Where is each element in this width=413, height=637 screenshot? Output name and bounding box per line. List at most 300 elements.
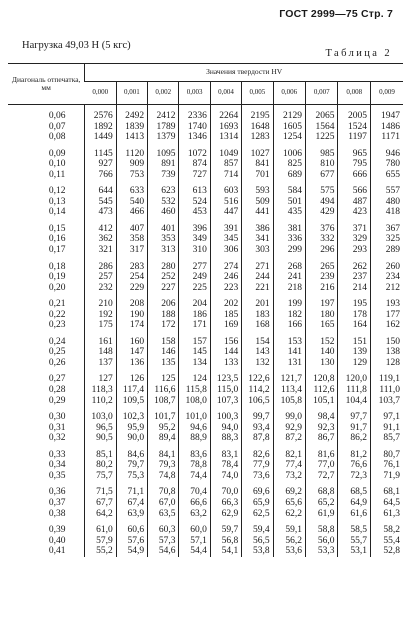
hardness-cell: 277 bbox=[179, 256, 210, 273]
hardness-cell: 73,2 bbox=[273, 471, 305, 482]
hardness-cell: 2492 bbox=[116, 105, 147, 122]
hardness-cell: 107,3 bbox=[210, 396, 241, 407]
hardness-cell: 101,7 bbox=[148, 406, 179, 423]
hardness-cell: 71,1 bbox=[116, 481, 147, 498]
hardness-cell: 135 bbox=[148, 358, 179, 369]
hardness-cell: 1145 bbox=[85, 143, 116, 160]
hardness-cell: 117,4 bbox=[116, 385, 147, 396]
hardness-cell: 946 bbox=[370, 143, 403, 160]
hardness-cell: 557 bbox=[370, 180, 403, 197]
diagonal-cell: 0,36 bbox=[48, 487, 66, 498]
table-row bbox=[8, 197, 403, 208]
hardness-cell: 509 bbox=[242, 197, 273, 208]
hardness-cell: 54,6 bbox=[148, 546, 179, 557]
hardness-cell: 239 bbox=[306, 272, 338, 283]
hardness-cell: 2129 bbox=[273, 105, 305, 122]
hardness-cell: 1171 bbox=[370, 132, 403, 143]
hardness-cell: 221 bbox=[242, 283, 273, 294]
hardness-cell: 145 bbox=[179, 347, 210, 358]
hardness-cell: 225 bbox=[179, 283, 210, 294]
hardness-cell: 65,9 bbox=[242, 498, 273, 509]
hardness-cell: 53,6 bbox=[273, 546, 305, 557]
hardness-cell: 111,0 bbox=[370, 385, 403, 396]
diagonal-cell: 0,19 bbox=[48, 272, 66, 283]
table-row bbox=[8, 358, 403, 369]
hardness-cell: 252 bbox=[148, 272, 179, 283]
hardness-cell: 795 bbox=[338, 159, 370, 170]
hardness-cell: 63,2 bbox=[179, 509, 210, 520]
hardness-cell: 584 bbox=[273, 180, 305, 197]
hardness-cell: 766 bbox=[85, 170, 116, 181]
hardness-cell: 249 bbox=[179, 272, 210, 283]
hardness-cell: 727 bbox=[179, 170, 210, 181]
hardness-cell: 1605 bbox=[273, 122, 305, 133]
table-row bbox=[8, 293, 403, 310]
hardness-cell: 106,5 bbox=[242, 396, 273, 407]
diagonal-cell: 0,22 bbox=[48, 309, 66, 320]
hardness-cell: 108,0 bbox=[179, 396, 210, 407]
hardness-cell: 57,1 bbox=[179, 536, 210, 547]
hardness-cell: 494 bbox=[306, 197, 338, 208]
hardness-cell: 603 bbox=[210, 180, 241, 197]
diagonal-cell: 0,31 bbox=[48, 422, 66, 433]
hardness-cell: 2065 bbox=[306, 105, 338, 122]
diagonal-cell: 0,16 bbox=[48, 234, 66, 245]
hardness-cell: 195 bbox=[338, 293, 370, 310]
hardness-cell: 115,8 bbox=[179, 385, 210, 396]
hardness-cell: 182 bbox=[273, 310, 305, 321]
hardness-cell: 183 bbox=[242, 310, 273, 321]
hardness-cell: 65,2 bbox=[306, 498, 338, 509]
hardness-cell: 321 bbox=[85, 245, 116, 256]
hardness-cell: 70,4 bbox=[179, 481, 210, 498]
hardness-cell: 909 bbox=[116, 159, 147, 170]
hardness-cell: 841 bbox=[242, 159, 273, 170]
table-row bbox=[8, 218, 403, 235]
table-row bbox=[8, 444, 403, 461]
hardness-cell: 101,0 bbox=[179, 406, 210, 423]
hardness-cell: 78,4 bbox=[210, 460, 241, 471]
hardness-cell: 2005 bbox=[338, 105, 370, 122]
header-row-group bbox=[8, 64, 403, 82]
hardness-cell: 341 bbox=[242, 234, 273, 245]
hardness-cell: 1648 bbox=[242, 122, 273, 133]
hardness-cell: 237 bbox=[338, 272, 370, 283]
hardness-cell: 100,3 bbox=[210, 406, 241, 423]
hardness-cell: 79,7 bbox=[116, 460, 147, 471]
hardness-cell: 160 bbox=[116, 331, 147, 348]
hardness-cell: 67,4 bbox=[116, 498, 147, 509]
hardness-cell: 223 bbox=[210, 283, 241, 294]
hardness-cell: 1197 bbox=[338, 132, 370, 143]
hardness-cell: 381 bbox=[273, 218, 305, 235]
hardness-cell: 306 bbox=[210, 245, 241, 256]
table-row bbox=[8, 105, 403, 122]
hardness-cell: 2412 bbox=[148, 105, 179, 122]
hardness-cell: 80,2 bbox=[85, 460, 116, 471]
table-row bbox=[8, 396, 403, 407]
diagonal-cell: 0,38 bbox=[48, 508, 66, 519]
hardness-cell: 613 bbox=[179, 180, 210, 197]
hardness-cell: 262 bbox=[338, 256, 370, 273]
hardness-cell: 161 bbox=[85, 331, 116, 348]
column-header: 0,009 bbox=[370, 82, 403, 105]
hardness-cell: 74,4 bbox=[179, 471, 210, 482]
table-row bbox=[8, 180, 403, 197]
hardness-cell: 118,3 bbox=[85, 385, 116, 396]
diagonal-cell: 0,24 bbox=[48, 336, 66, 347]
hardness-cell: 677 bbox=[306, 170, 338, 181]
hardness-cell: 202 bbox=[210, 293, 241, 310]
hardness-cell: 68,8 bbox=[306, 481, 338, 498]
diagonal-cell: 0,33 bbox=[48, 449, 66, 460]
hardness-cell: 62,2 bbox=[273, 509, 305, 520]
hardness-table bbox=[8, 63, 403, 557]
hardness-cell: 229 bbox=[116, 283, 147, 294]
hardness-cell: 85,7 bbox=[370, 433, 403, 444]
hardness-cell: 74,8 bbox=[148, 471, 179, 482]
hardness-cell: 61,9 bbox=[306, 509, 338, 520]
hardness-cell: 1413 bbox=[116, 132, 147, 143]
hardness-cell: 175 bbox=[85, 320, 116, 331]
hardness-cell: 208 bbox=[116, 293, 147, 310]
hardness-cell: 105,8 bbox=[273, 396, 305, 407]
table-row bbox=[8, 320, 403, 331]
hardness-cell: 80,7 bbox=[370, 444, 403, 461]
hardness-cell: 96,5 bbox=[85, 423, 116, 434]
hardness-cell: 286 bbox=[85, 256, 116, 273]
hardness-cell: 423 bbox=[338, 207, 370, 218]
hardness-cell: 1379 bbox=[148, 132, 179, 143]
table-row bbox=[8, 143, 403, 160]
hardness-cell: 152 bbox=[306, 331, 338, 348]
hardness-cell: 63,5 bbox=[148, 509, 179, 520]
hardness-cell: 103,0 bbox=[85, 406, 116, 423]
table-row bbox=[8, 368, 403, 385]
hardness-cell: 93,4 bbox=[242, 423, 273, 434]
diagonal-cell: 0,08 bbox=[48, 132, 66, 143]
hardness-cell: 985 bbox=[306, 143, 338, 160]
hardness-cell: 303 bbox=[242, 245, 273, 256]
hardness-cell: 58,5 bbox=[338, 519, 370, 536]
hardness-cell: 192 bbox=[85, 310, 116, 321]
diagonal-cell: 0,14 bbox=[48, 207, 66, 218]
hardness-cell: 689 bbox=[273, 170, 305, 181]
hardness-cell: 623 bbox=[148, 180, 179, 197]
hardness-cell: 61,0 bbox=[85, 519, 116, 536]
hardness-cell: 2195 bbox=[242, 105, 273, 122]
diagonal-cell: 0,41 bbox=[48, 546, 66, 557]
hardness-cell: 197 bbox=[306, 293, 338, 310]
hardness-cell: 98,4 bbox=[306, 406, 338, 423]
hardness-cell: 1486 bbox=[370, 122, 403, 133]
diagonal-cell: 0,40 bbox=[48, 535, 66, 546]
hardness-cell: 56,2 bbox=[273, 536, 305, 547]
hardness-cell: 271 bbox=[242, 256, 273, 273]
hardness-cell: 70,8 bbox=[148, 481, 179, 498]
hardness-cell: 201 bbox=[242, 293, 273, 310]
hardness-cell: 165 bbox=[306, 320, 338, 331]
table-row bbox=[8, 207, 403, 218]
hardness-cell: 532 bbox=[148, 197, 179, 208]
hardness-cell: 92,3 bbox=[306, 423, 338, 434]
table-row bbox=[8, 132, 403, 143]
hardness-cell: 190 bbox=[116, 310, 147, 321]
hardness-cell: 317 bbox=[116, 245, 147, 256]
diagonal-cell: 0,27 bbox=[48, 374, 66, 385]
table-header bbox=[8, 64, 403, 105]
hardness-cell: 367 bbox=[370, 218, 403, 235]
hardness-cell: 666 bbox=[338, 170, 370, 181]
hardness-cell: 418 bbox=[370, 207, 403, 218]
diagonal-cell: 0,21 bbox=[48, 299, 66, 310]
hardness-cell: 280 bbox=[148, 256, 179, 273]
hardness-cell: 76,1 bbox=[370, 460, 403, 471]
hardness-cell: 1314 bbox=[210, 132, 241, 143]
hardness-cell: 188 bbox=[148, 310, 179, 321]
diagonal-cell: 0,23 bbox=[48, 320, 66, 331]
hardness-cell: 965 bbox=[338, 143, 370, 160]
table-row bbox=[8, 159, 403, 170]
hardness-cell: 177 bbox=[370, 310, 403, 321]
hardness-cell: 55,2 bbox=[85, 546, 116, 557]
table-row bbox=[8, 433, 403, 444]
hardness-cell: 156 bbox=[210, 331, 241, 348]
hardness-cell: 566 bbox=[338, 180, 370, 197]
table-row bbox=[8, 460, 403, 471]
hardness-cell: 857 bbox=[210, 159, 241, 170]
hardness-cell: 453 bbox=[179, 207, 210, 218]
hardness-cell: 336 bbox=[273, 234, 305, 245]
hardness-cell: 575 bbox=[306, 180, 338, 197]
hardness-cell: 84,6 bbox=[116, 444, 147, 461]
hardness-cell: 166 bbox=[273, 320, 305, 331]
hardness-cell: 90,0 bbox=[116, 433, 147, 444]
hardness-cell: 91,1 bbox=[370, 423, 403, 434]
hardness-cell: 633 bbox=[116, 180, 147, 197]
diagonal-cell: 0,12 bbox=[48, 186, 66, 197]
hardness-cell: 299 bbox=[273, 245, 305, 256]
table-row bbox=[8, 519, 403, 536]
hardness-cell: 57,3 bbox=[148, 536, 179, 547]
table-row bbox=[8, 310, 403, 321]
hardness-cell: 92,9 bbox=[273, 423, 305, 434]
hardness-cell: 701 bbox=[242, 170, 273, 181]
hardness-cell: 154 bbox=[242, 331, 273, 348]
hardness-cell: 139 bbox=[338, 347, 370, 358]
table-row bbox=[8, 509, 403, 520]
hardness-cell: 501 bbox=[273, 197, 305, 208]
hardness-cell: 180 bbox=[306, 310, 338, 321]
hardness-cell: 60,0 bbox=[179, 519, 210, 536]
hardness-cell: 1789 bbox=[148, 122, 179, 133]
diagonal-cell: 0,06 bbox=[48, 111, 66, 121]
hardness-cell: 123,5 bbox=[210, 368, 241, 385]
table-row bbox=[8, 498, 403, 509]
hardness-cell: 124 bbox=[179, 368, 210, 385]
table-row bbox=[8, 256, 403, 273]
hardness-cell: 69,2 bbox=[273, 481, 305, 498]
hardness-cell: 121,7 bbox=[273, 368, 305, 385]
hardness-cell: 516 bbox=[210, 197, 241, 208]
hardness-cell: 1120 bbox=[116, 143, 147, 160]
hardness-cell: 376 bbox=[306, 218, 338, 235]
hardness-cell: 151 bbox=[338, 331, 370, 348]
hardness-cell: 67,0 bbox=[148, 498, 179, 509]
diagonal-cell: 0,28 bbox=[48, 385, 66, 396]
hardness-cell: 86,7 bbox=[306, 433, 338, 444]
hardness-cell: 53,3 bbox=[306, 546, 338, 557]
hardness-cell: 140 bbox=[306, 347, 338, 358]
hardness-cell: 146 bbox=[148, 347, 179, 358]
hardness-cell: 274 bbox=[210, 256, 241, 273]
hardness-cell: 1027 bbox=[242, 143, 273, 160]
hardness-cell: 227 bbox=[148, 283, 179, 294]
hardness-cell: 53,1 bbox=[338, 546, 370, 557]
hardness-cell: 138 bbox=[370, 347, 403, 358]
hardness-cell: 60,3 bbox=[148, 519, 179, 536]
hardness-cell: 172 bbox=[148, 320, 179, 331]
hardness-cell: 2336 bbox=[179, 105, 210, 122]
table-row bbox=[8, 347, 403, 358]
hardness-cell: 545 bbox=[85, 197, 116, 208]
hardness-cell: 97,1 bbox=[370, 406, 403, 423]
table-row bbox=[8, 406, 403, 423]
hardness-cell: 199 bbox=[273, 293, 305, 310]
hardness-cell: 126 bbox=[116, 368, 147, 385]
table-row bbox=[8, 423, 403, 434]
hardness-cell: 95,2 bbox=[148, 423, 179, 434]
hardness-cell: 2576 bbox=[85, 105, 116, 122]
diagonal-cell: 0,13 bbox=[48, 196, 66, 207]
hardness-cell: 54,9 bbox=[116, 546, 147, 557]
hardness-cell: 99,7 bbox=[242, 406, 273, 423]
hardness-cell: 137 bbox=[85, 358, 116, 369]
diagonal-cell: 0,34 bbox=[48, 460, 66, 471]
hardness-cell: 212 bbox=[370, 283, 403, 294]
hardness-cell: 178 bbox=[338, 310, 370, 321]
hardness-cell: 122,6 bbox=[242, 368, 273, 385]
hardness-cell: 158 bbox=[148, 331, 179, 348]
column-header: 0,004 bbox=[210, 82, 241, 105]
hardness-cell: 87,2 bbox=[273, 433, 305, 444]
column-header: 0,005 bbox=[242, 82, 273, 105]
hardness-cell: 204 bbox=[179, 293, 210, 310]
hardness-cell: 466 bbox=[116, 207, 147, 218]
hardness-cell: 1254 bbox=[273, 132, 305, 143]
table-row bbox=[8, 546, 403, 557]
hardness-cell: 214 bbox=[338, 283, 370, 294]
hardness-cell: 371 bbox=[338, 218, 370, 235]
hardness-cell: 174 bbox=[116, 320, 147, 331]
hardness-cell: 59,4 bbox=[242, 519, 273, 536]
hardness-cell: 148 bbox=[85, 347, 116, 358]
hardness-cell: 644 bbox=[85, 180, 116, 197]
hardness-cell: 268 bbox=[273, 256, 305, 273]
hardness-cell: 1049 bbox=[210, 143, 241, 160]
hardness-cell: 56,5 bbox=[242, 536, 273, 547]
hardness-cell: 66,3 bbox=[210, 498, 241, 509]
hardness-cell: 89,4 bbox=[148, 433, 179, 444]
hardness-cell: 64,5 bbox=[370, 498, 403, 509]
hardness-cell: 109,5 bbox=[116, 396, 147, 407]
hardness-cell: 460 bbox=[148, 207, 179, 218]
hardness-cell: 193 bbox=[370, 293, 403, 310]
hardness-cell: 210 bbox=[85, 293, 116, 310]
column-header: 0,007 bbox=[306, 82, 338, 105]
hardness-cell: 110,2 bbox=[85, 396, 116, 407]
hardness-cell: 77,4 bbox=[273, 460, 305, 471]
hardness-cell: 62,9 bbox=[210, 509, 241, 520]
hardness-cell: 1740 bbox=[179, 122, 210, 133]
hardness-cell: 58,8 bbox=[306, 519, 338, 536]
hardness-cell: 77,9 bbox=[242, 460, 273, 471]
hardness-cell: 131 bbox=[273, 358, 305, 369]
hardness-cell: 1072 bbox=[179, 143, 210, 160]
hardness-cell: 2264 bbox=[210, 105, 241, 122]
hardness-cell: 540 bbox=[116, 197, 147, 208]
hardness-cell: 62,5 bbox=[242, 509, 273, 520]
table-row bbox=[8, 170, 403, 181]
diagonal-cell: 0,09 bbox=[48, 148, 66, 159]
diagonal-cell: 0,37 bbox=[48, 497, 66, 508]
hardness-cell: 83,1 bbox=[210, 444, 241, 461]
hardness-cell: 71,9 bbox=[370, 471, 403, 482]
hardness-cell: 82,6 bbox=[242, 444, 273, 461]
hardness-cell: 162 bbox=[370, 320, 403, 331]
hardness-cell: 132 bbox=[242, 358, 273, 369]
hardness-cell: 714 bbox=[210, 170, 241, 181]
hardness-cell: 75,3 bbox=[116, 471, 147, 482]
hardness-cell: 386 bbox=[242, 218, 273, 235]
diagonal-cell: 0,39 bbox=[48, 525, 66, 536]
hardness-cell: 83,6 bbox=[179, 444, 210, 461]
hardness-cell: 134 bbox=[179, 358, 210, 369]
hardness-cell: 218 bbox=[273, 283, 305, 294]
hardness-cell: 332 bbox=[306, 234, 338, 245]
hardness-cell: 82,1 bbox=[273, 444, 305, 461]
hardness-cell: 54,1 bbox=[210, 546, 241, 557]
hardness-cell: 325 bbox=[370, 234, 403, 245]
hardness-cell: 99,0 bbox=[273, 406, 305, 423]
hardness-cell: 67,7 bbox=[85, 498, 116, 509]
group-header: Значения твердости HV bbox=[85, 64, 403, 82]
hardness-cell: 353 bbox=[148, 234, 179, 245]
document-reference: ГОСТ 2999—75 Стр. 7 bbox=[279, 8, 393, 20]
hardness-cell: 95,9 bbox=[116, 423, 147, 434]
column-header: 0,003 bbox=[179, 82, 210, 105]
row-header: Диагональ отпечатка, мм bbox=[8, 64, 85, 105]
hardness-cell: 310 bbox=[179, 245, 210, 256]
diagonal-cell: 0,07 bbox=[48, 121, 66, 132]
hardness-cell: 55,7 bbox=[338, 536, 370, 547]
hardness-cell: 1225 bbox=[306, 132, 338, 143]
hardness-cell: 59,1 bbox=[273, 519, 305, 536]
hardness-cell: 65,6 bbox=[273, 498, 305, 509]
hardness-cell: 265 bbox=[306, 256, 338, 273]
hardness-cell: 435 bbox=[273, 207, 305, 218]
hardness-cell: 56,0 bbox=[306, 536, 338, 547]
hardness-cell: 63,9 bbox=[116, 509, 147, 520]
hardness-cell: 1449 bbox=[85, 132, 116, 143]
hardness-cell: 104,4 bbox=[338, 396, 370, 407]
hardness-cell: 1693 bbox=[210, 122, 241, 133]
hardness-cell: 70,0 bbox=[210, 481, 241, 498]
column-header: 0,006 bbox=[273, 82, 305, 105]
hardness-cell: 927 bbox=[85, 159, 116, 170]
hardness-cell: 66,6 bbox=[179, 498, 210, 509]
hardness-cell: 524 bbox=[179, 197, 210, 208]
